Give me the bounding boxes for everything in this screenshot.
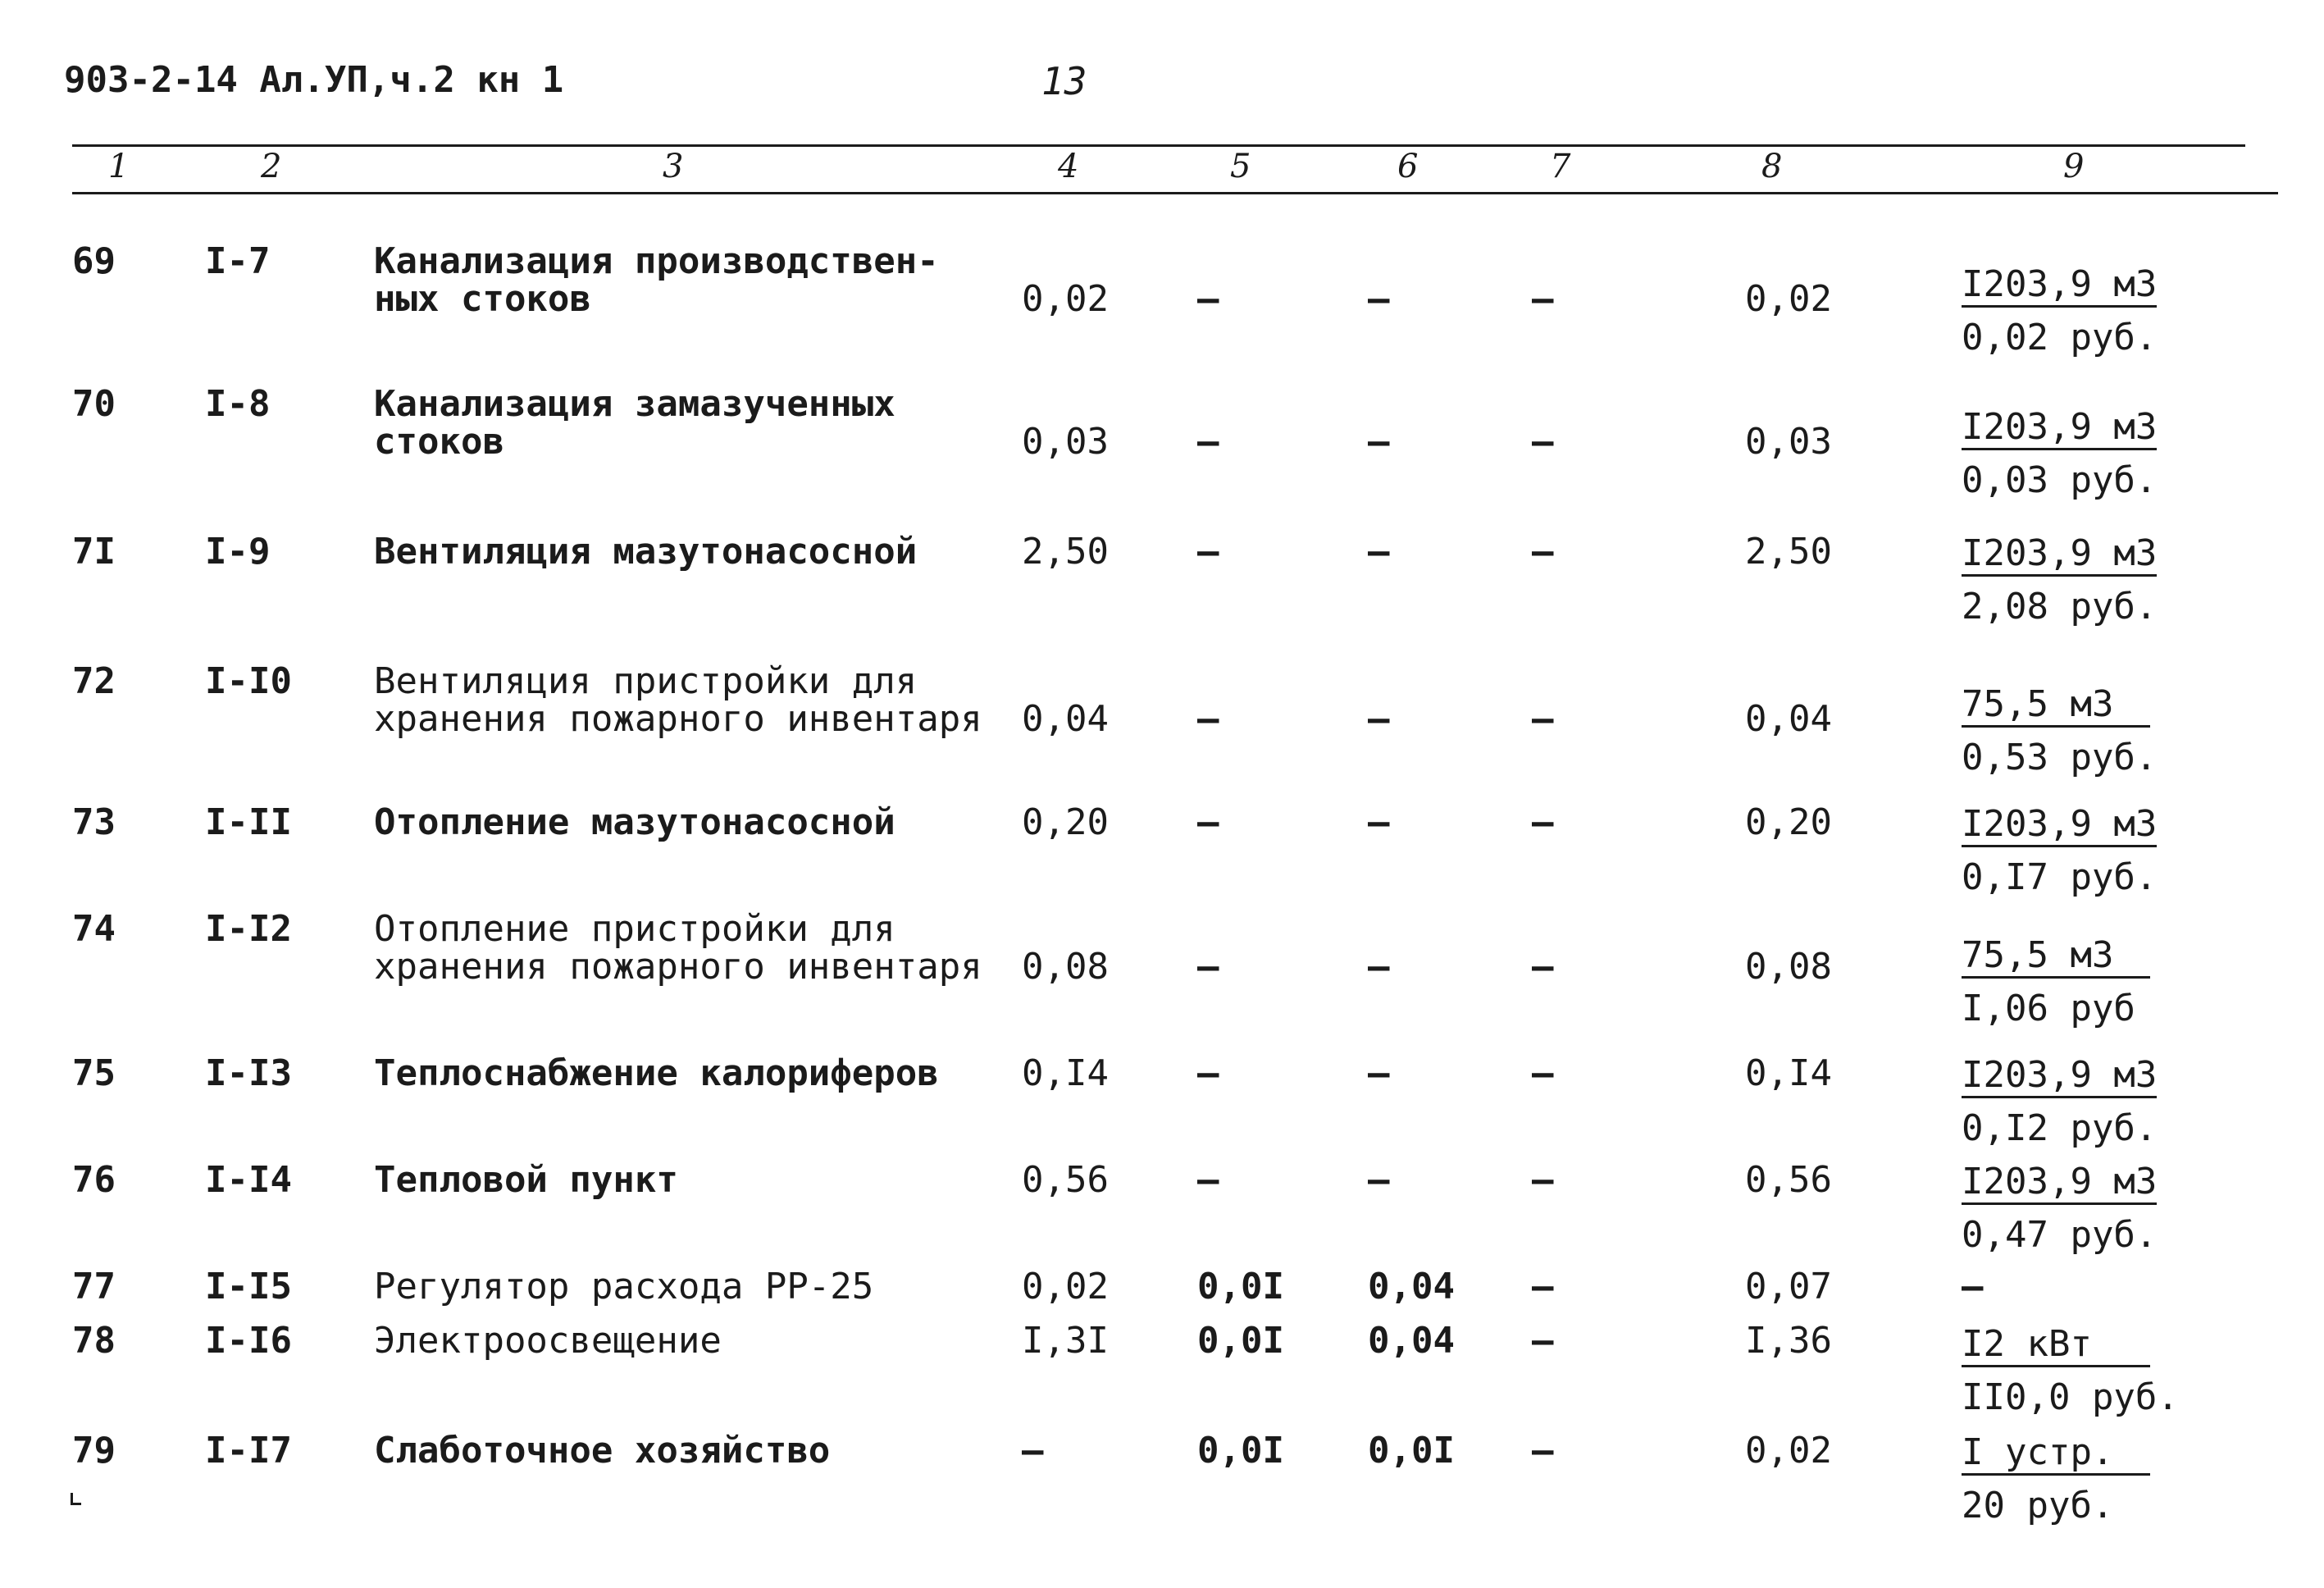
table-header-rule	[72, 192, 2278, 194]
cell-col5: –	[1197, 1052, 1219, 1094]
column-number: 8	[1761, 148, 1783, 185]
row-number: 79	[72, 1430, 116, 1472]
row-name: Тепловой пункт	[374, 1159, 678, 1201]
cell-col5: 0,0I	[1197, 1320, 1284, 1362]
cell-col4: –	[1022, 1430, 1044, 1472]
cell-col9	[1962, 263, 2158, 358]
cost-value: 20 руб.	[1962, 1485, 2114, 1526]
row-name: Электроосвещение	[374, 1320, 722, 1362]
row-name: Теплоснабжение калориферов	[374, 1052, 939, 1094]
cell-col4: 0,I4	[1022, 1052, 1109, 1094]
cell-col6: –	[1368, 801, 1390, 843]
cell-col7: –	[1532, 421, 1554, 463]
cell-col9	[1962, 934, 2150, 1029]
quantity-value: I устр.	[1962, 1434, 2150, 1476]
table-row	[0, 383, 2324, 501]
cell-col7: –	[1532, 946, 1554, 988]
cell-col7: –	[1532, 1159, 1554, 1201]
cell-col4: 2,50	[1022, 531, 1109, 573]
quantity-value: I2 кВт	[1962, 1326, 2150, 1367]
cell-col6: –	[1368, 1159, 1390, 1201]
row-number: 76	[72, 1159, 116, 1201]
quantity-value: 75,5 м3	[1962, 937, 2150, 979]
row-number: 78	[72, 1320, 116, 1362]
cell-col9	[1962, 1056, 2157, 1148]
quantity-value: I203,9 м3	[1962, 1163, 2157, 1205]
cell-col8: 0,I4	[1745, 1052, 1832, 1094]
cell-col9	[1962, 408, 2157, 500]
cell-col9	[1962, 1323, 2179, 1418]
cell-col6: –	[1368, 278, 1390, 320]
cell-col7: –	[1532, 698, 1554, 740]
row-code: I-I4	[205, 1159, 292, 1201]
row-name: Слаботочное хозяйство	[374, 1430, 831, 1472]
cell-col4: 0,02	[1022, 278, 1109, 320]
row-code: I-8	[205, 383, 271, 425]
column-number: 9	[2063, 148, 2085, 185]
cell-col8: 0,02	[1745, 1430, 1832, 1472]
row-code: I-I0	[205, 660, 292, 702]
row-name: Регулятор расхода РР-25	[374, 1266, 874, 1307]
row-number: 72	[72, 660, 116, 702]
row-code: I-I2	[205, 908, 292, 950]
cost-value: 0,02 руб.	[1962, 317, 2158, 358]
cell-col5: –	[1197, 946, 1219, 988]
row-number: 69	[72, 240, 116, 282]
cell-col5: –	[1197, 1159, 1219, 1201]
row-name: Канализация замазученных стоков	[374, 383, 895, 463]
cell-col9	[1962, 532, 2158, 627]
column-number: 7	[1550, 148, 1571, 185]
cell-col7: –	[1532, 531, 1554, 573]
column-number: 6	[1397, 148, 1419, 185]
cost-value: 0,53 руб.	[1962, 737, 2158, 778]
table-row	[0, 1266, 2324, 1307]
row-number: 74	[72, 908, 116, 950]
column-number: 2	[261, 148, 282, 185]
row-number: 75	[72, 1052, 116, 1094]
cost-value: 0,47 руб.	[1962, 1214, 2158, 1256]
cell-col9	[1962, 1163, 2157, 1254]
table-row	[0, 908, 2324, 1029]
cost-value: 0,I2 руб.	[1962, 1107, 2158, 1149]
row-code: I-I5	[205, 1266, 292, 1307]
cell-col6: 0,04	[1368, 1320, 1455, 1362]
column-number: 4	[1058, 148, 1079, 185]
row-number: 70	[72, 383, 116, 425]
row-code: I-7	[205, 240, 271, 282]
row-name: Вентиляция мазутонасосной	[374, 531, 918, 573]
cell-col4: 0,20	[1022, 801, 1109, 843]
row-number: 7I	[72, 531, 116, 573]
quantity-value: I203,9 м3	[1962, 535, 2157, 577]
cell-col4: I,3I	[1022, 1320, 1109, 1362]
cell-col6: –	[1368, 698, 1390, 740]
table-row	[0, 801, 2324, 898]
cell-col4: 0,04	[1022, 698, 1109, 740]
cell-col8: 0,56	[1745, 1159, 1832, 1201]
cell-col8: 0,03	[1745, 421, 1832, 463]
row-name: Отопление мазутонасосной	[374, 801, 895, 843]
quantity-value: I203,9 м3	[1962, 1056, 2157, 1098]
table-row	[0, 1320, 2324, 1418]
cell-col4: 0,03	[1022, 421, 1109, 463]
cell-col6: 0,04	[1368, 1266, 1455, 1307]
cell-col9	[1962, 683, 2158, 778]
cost-value: 0,I7 руб.	[1962, 856, 2158, 898]
quantity-value: I203,9 м3	[1962, 408, 2157, 450]
cell-col9	[1962, 805, 2157, 897]
table-row	[0, 1052, 2324, 1149]
cell-col8: I,36	[1745, 1320, 1832, 1362]
cell-col5: –	[1197, 421, 1219, 463]
cell-col4: 0,56	[1022, 1159, 1109, 1201]
cell-col8: 2,50	[1745, 531, 1832, 573]
cell-col5: –	[1197, 278, 1219, 320]
cell-col4: 0,08	[1022, 946, 1109, 988]
cost-value: II0,0 руб.	[1962, 1376, 2179, 1418]
cell-col8: 0,07	[1745, 1266, 1832, 1307]
table-row	[0, 660, 2324, 778]
cell-col7: –	[1532, 801, 1554, 843]
cost-value: 2,08 руб.	[1962, 586, 2158, 627]
cell-col5: –	[1197, 698, 1219, 740]
row-name: Канализация производствен-ных стоков	[374, 240, 939, 320]
row-code: I-I3	[205, 1052, 292, 1094]
cell-col8: 0,02	[1745, 278, 1832, 320]
table-row	[0, 240, 2324, 358]
cell-col7: –	[1532, 1052, 1554, 1094]
cell-col9	[1962, 1431, 2150, 1526]
cell-col5: 0,0I	[1197, 1266, 1284, 1307]
cell-col7: –	[1532, 1320, 1554, 1362]
quantity-value: I203,9 м3	[1962, 805, 2157, 847]
table-row	[0, 1430, 2324, 1526]
row-code: I-9	[205, 531, 271, 573]
table-row	[0, 1159, 2324, 1256]
column-number: 3	[663, 148, 684, 185]
column-number: 5	[1230, 148, 1251, 185]
cell-col7: –	[1532, 1266, 1554, 1307]
cell-col8: 0,04	[1745, 698, 1832, 740]
page-number: 13	[1041, 59, 1087, 103]
document-reference: 903-2-14 Ал.УП,ч.2 кн 1	[64, 59, 564, 101]
table-top-rule	[72, 144, 2245, 147]
corner-mark	[71, 1493, 81, 1505]
cell-col6: 0,0I	[1368, 1430, 1455, 1472]
column-number: 1	[108, 148, 130, 185]
cell-col6: –	[1368, 946, 1390, 988]
cell-col7: –	[1532, 1430, 1554, 1472]
cell-col6: –	[1368, 421, 1390, 463]
cell-col5: –	[1197, 801, 1219, 843]
row-code: I-I7	[205, 1430, 292, 1472]
quantity-value: 75,5 м3	[1962, 686, 2150, 728]
row-number: 73	[72, 801, 116, 843]
row-name: Вентиляция пристройки для хранения пожарного инвентаря	[374, 660, 982, 740]
cell-col4: 0,02	[1022, 1266, 1109, 1307]
row-number: 77	[72, 1266, 116, 1307]
cell-col8: 0,08	[1745, 946, 1832, 988]
row-code: I-I6	[205, 1320, 292, 1362]
table-row	[0, 531, 2324, 627]
row-name: Отопление пристройки для хранения пожарного инвентаря	[374, 908, 982, 988]
cell-col8: 0,20	[1745, 801, 1832, 843]
cost-value: I,06 руб	[1962, 988, 2135, 1029]
cell-col6: –	[1368, 1052, 1390, 1094]
cost-value: 0,03 руб.	[1962, 459, 2158, 501]
row-code: I-II	[205, 801, 292, 843]
cell-col7: –	[1532, 278, 1554, 320]
cell-col5: 0,0I	[1197, 1430, 1284, 1472]
cell-col6: –	[1368, 531, 1390, 573]
cell-col9: –	[1962, 1266, 1984, 1307]
quantity-value: I203,9 м3	[1962, 266, 2157, 308]
cell-col5: –	[1197, 531, 1219, 573]
